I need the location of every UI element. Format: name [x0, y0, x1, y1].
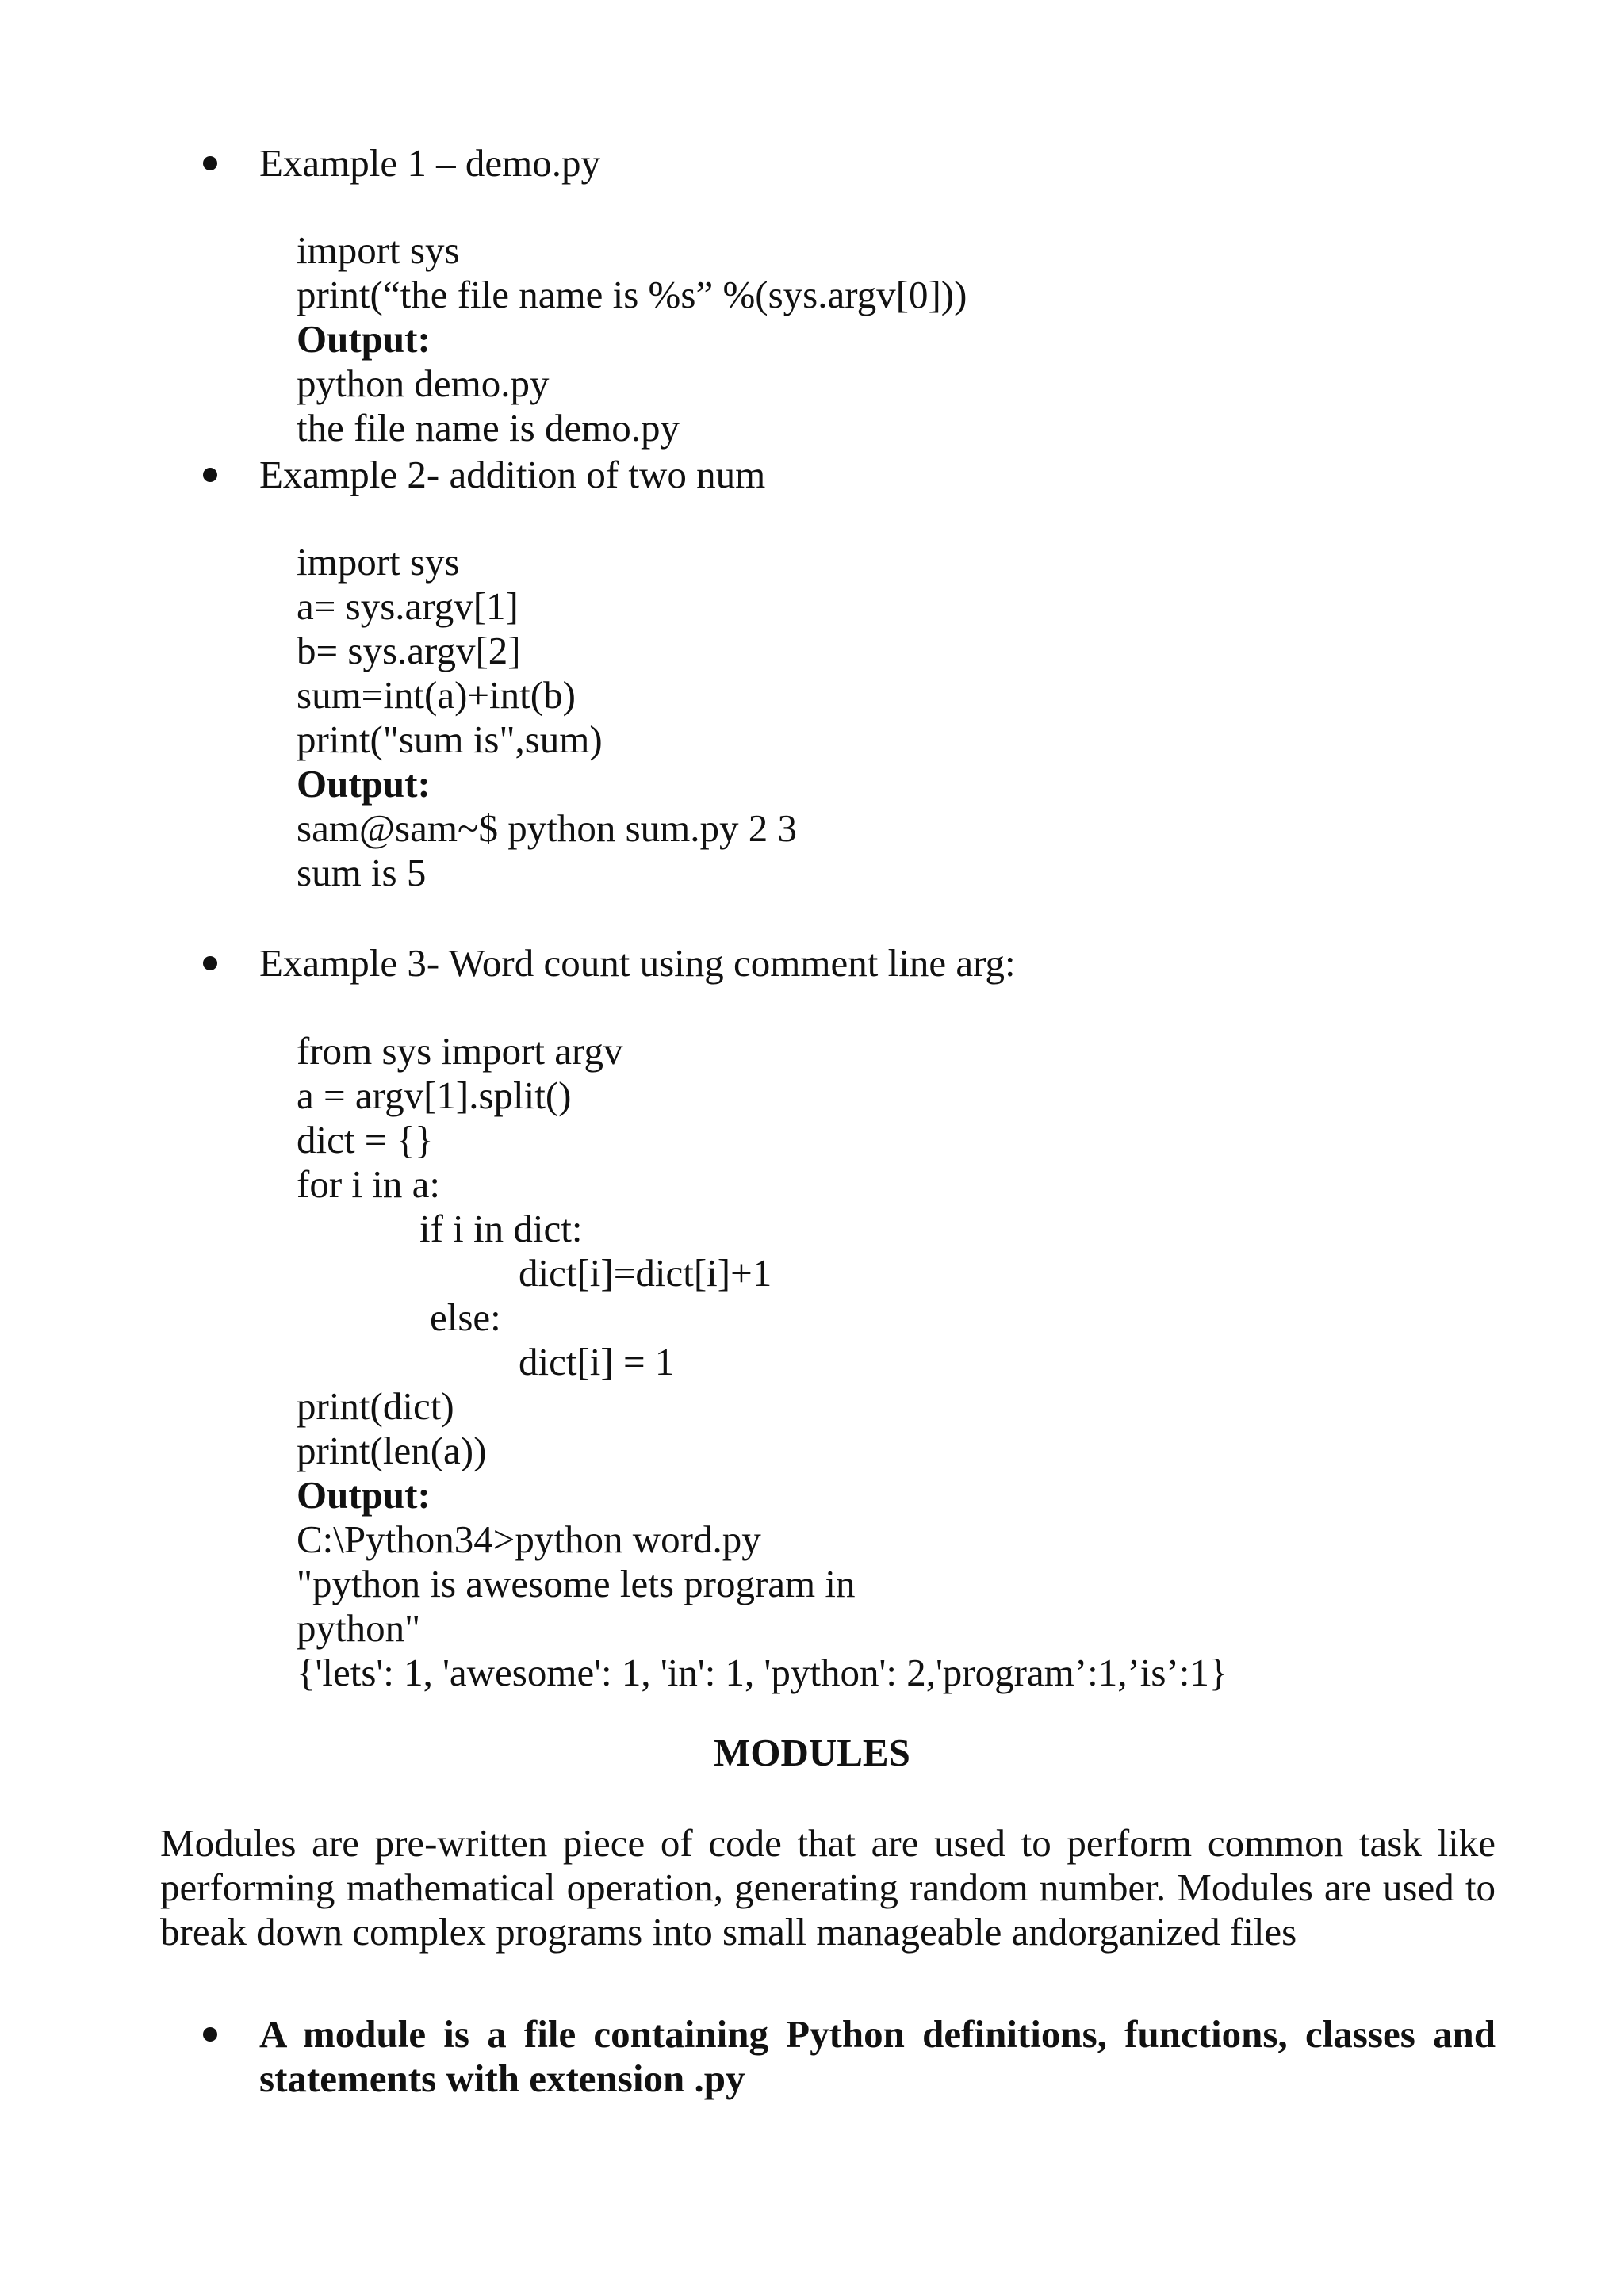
code-line: sum=int(a)+int(b) [297, 673, 576, 717]
code-line: sam@sam~$ python sum.py 2 3 [297, 806, 798, 850]
code-line: import sys [297, 540, 460, 584]
modules-title: MODULES [714, 1731, 910, 1774]
example-3-code [297, 1029, 1228, 1695]
code-line: if i in dict: [419, 1207, 583, 1250]
code-line: else: [430, 1295, 501, 1339]
code-line: from sys import argv [297, 1029, 623, 1073]
bullet-example-2 [203, 468, 217, 482]
code-line: b= sys.argv[2] [297, 629, 521, 672]
code-line: dict = {} [297, 1118, 434, 1161]
code-line: print(dict) [297, 1384, 454, 1428]
bullet-module-definition [203, 2027, 217, 2042]
code-line: for i in a: [297, 1162, 440, 1206]
bullet-example-1 [203, 156, 217, 170]
module-definition: A module is a file containing Python definitions, functions, classes and statements with extension .py [259, 2012, 1496, 2100]
output-label: Output: [297, 762, 431, 806]
example-1-code [297, 228, 967, 450]
code-line: print(“the file name is %s” %(sys.argv[0])) [297, 273, 967, 316]
code-line: "python is awesome lets program in [297, 1562, 856, 1605]
example-2-code [297, 540, 797, 895]
code-line: C:\Python34>python word.py [297, 1517, 761, 1561]
code-line: print("sum is",sum) [297, 718, 603, 761]
output-label: Output: [297, 317, 431, 361]
code-line: a = argv[1].split() [297, 1073, 572, 1117]
code-line: python demo.py [297, 362, 550, 405]
code-line: sum is 5 [297, 851, 427, 894]
output-label: Output: [297, 1473, 431, 1517]
code-line: dict[i]=dict[i]+1 [519, 1251, 772, 1295]
code-line: the file name is demo.py [297, 406, 680, 450]
code-line: a= sys.argv[1] [297, 584, 519, 628]
code-line: dict[i] = 1 [519, 1340, 675, 1383]
example-1-heading: Example 1 – demo.py [259, 141, 601, 185]
code-line: import sys [297, 228, 460, 272]
code-line: {'lets': 1, 'awesome': 1, 'in': 1, 'python': 2,'program’:1,’is’:1} [297, 1651, 1228, 1694]
code-line: python" [297, 1606, 421, 1650]
example-2-heading: Example 2- addition of two num [259, 453, 766, 496]
code-line: print(len(a)) [297, 1429, 487, 1472]
example-3-heading: Example 3- Word count using comment line arg: [259, 941, 1016, 985]
bullet-example-3 [203, 956, 217, 970]
modules-paragraph: Modules are pre-written piece of code that are used to perform common task like performing mathematical operation, generating random number. Modules are used to break down complex programs into small manageable andorganized files [160, 1821, 1496, 1954]
